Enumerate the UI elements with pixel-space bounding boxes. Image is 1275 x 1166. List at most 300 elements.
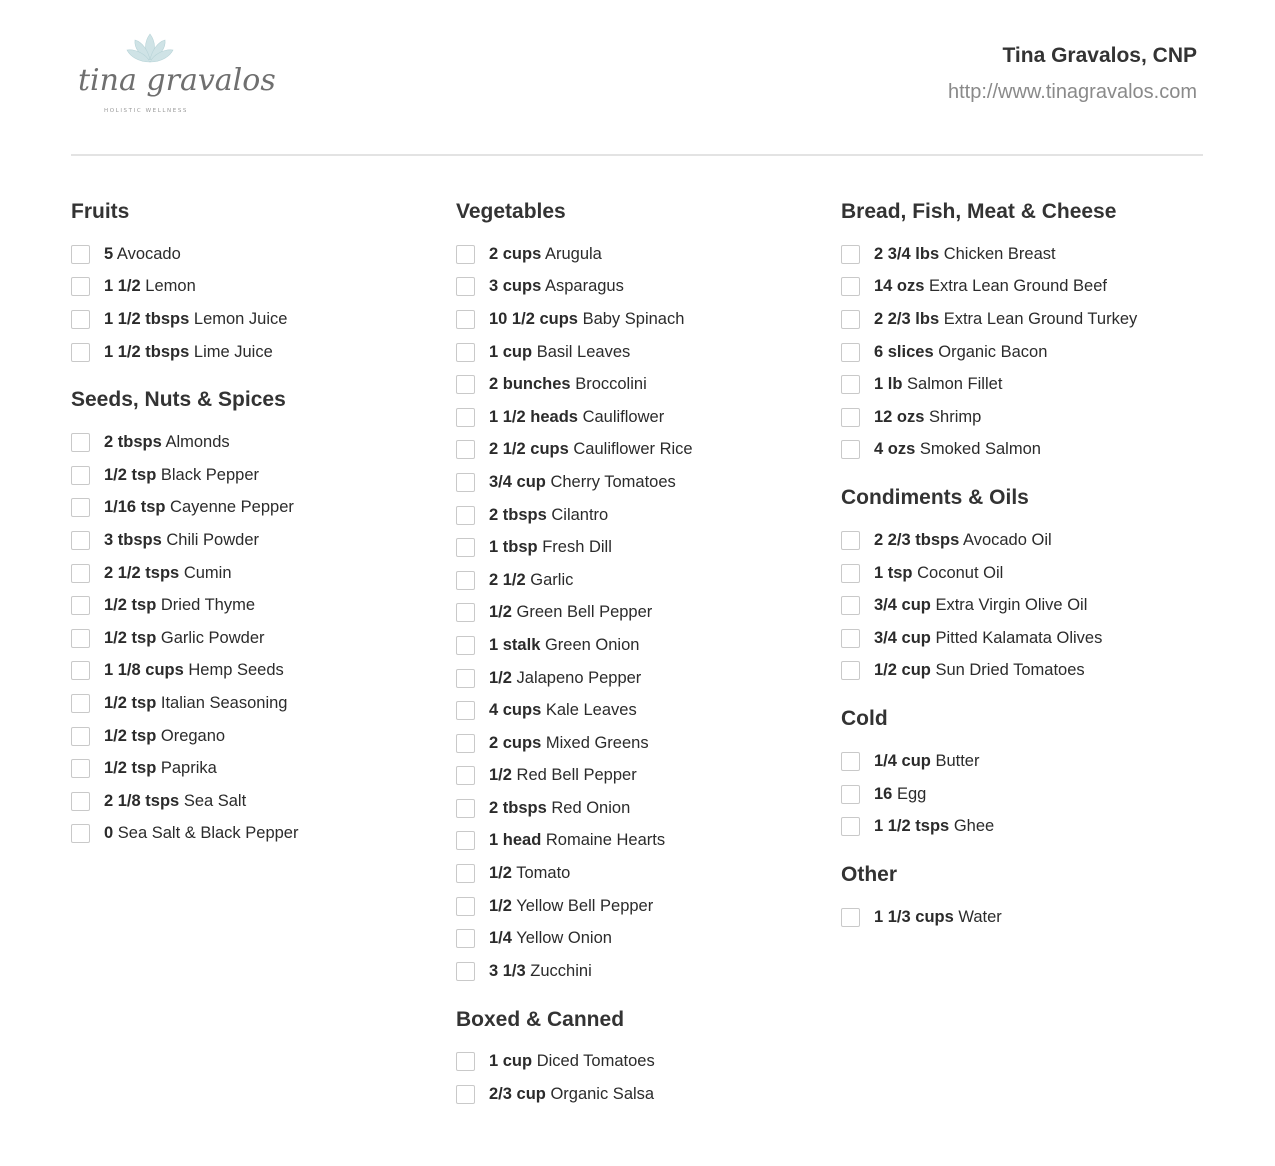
item-quantity: 1/4 cup — [874, 751, 931, 770]
item-label — [874, 375, 1002, 394]
list-item — [456, 336, 836, 369]
list-item — [71, 303, 451, 336]
item-quantity: 1 1/2 heads — [489, 407, 578, 426]
item-name: Garlic Powder — [160, 628, 265, 647]
item-label — [489, 603, 652, 622]
item-quantity: 1 lb — [874, 375, 903, 394]
item-name: Cilantro — [551, 505, 609, 524]
item-label — [489, 799, 630, 818]
item-quantity: 2 bunches — [489, 375, 571, 394]
item-checkbox[interactable] — [456, 571, 475, 590]
item-quantity: 1/16 tsp — [104, 498, 166, 517]
item-name: Lime Juice — [193, 342, 273, 361]
item-checkbox[interactable] — [841, 661, 860, 680]
item-quantity: 1 1/8 cups — [104, 661, 184, 680]
item-checkbox[interactable] — [71, 466, 90, 485]
section-title: Boxed & Canned — [456, 1007, 625, 1031]
item-checkbox[interactable] — [71, 824, 90, 843]
item-quantity: 4 ozs — [874, 440, 916, 459]
list-item — [71, 492, 451, 525]
item-checkbox[interactable] — [456, 310, 475, 329]
item-quantity: 3/4 cup — [874, 628, 931, 647]
list-item — [456, 499, 836, 532]
item-name: Coconut Oil — [917, 563, 1004, 582]
list-item — [71, 818, 451, 851]
list-item — [456, 629, 836, 662]
item-checkbox[interactable] — [456, 1052, 475, 1071]
list-item — [71, 524, 451, 557]
page-header — [0, 0, 1275, 155]
item-checkbox[interactable] — [71, 759, 90, 778]
item-name: Green Bell Pepper — [516, 603, 653, 622]
list-item — [71, 752, 451, 785]
item-label — [874, 564, 1003, 583]
item-name: Romaine Hearts — [545, 831, 666, 850]
item-label — [874, 310, 1137, 329]
item-quantity: 3 cups — [489, 277, 542, 296]
column-1 — [71, 199, 451, 869]
item-name: Sun Dried Tomatoes — [935, 661, 1085, 680]
item-checkbox[interactable] — [841, 440, 860, 459]
item-checkbox[interactable] — [456, 440, 475, 459]
item-checkbox[interactable] — [71, 727, 90, 746]
item-name: Garlic — [530, 570, 574, 589]
item-label — [489, 636, 639, 655]
item-label — [489, 310, 684, 329]
list-item — [841, 778, 1221, 811]
item-label — [104, 433, 230, 452]
item-quantity: 1/2 tsp — [104, 759, 157, 778]
item-label — [874, 408, 981, 427]
item-name: Sea Salt — [183, 791, 247, 810]
section-title: Condiments & Oils — [841, 486, 1029, 510]
list-item — [456, 662, 836, 695]
item-quantity: 4 cups — [489, 701, 542, 720]
list-item — [71, 238, 451, 271]
item-label — [104, 694, 287, 713]
item-checkbox[interactable] — [456, 897, 475, 916]
item-label — [874, 343, 1047, 362]
item-name: Egg — [896, 784, 927, 803]
list-section — [841, 199, 1221, 466]
item-checkbox[interactable] — [841, 908, 860, 927]
item-label — [874, 817, 994, 836]
item-label — [489, 473, 676, 492]
item-label — [874, 629, 1102, 648]
item-quantity: 2/3 cup — [489, 1085, 546, 1104]
item-checkbox[interactable] — [456, 669, 475, 688]
section-title: Vegetables — [456, 200, 566, 223]
item-checkbox[interactable] — [456, 538, 475, 557]
item-checkbox[interactable] — [456, 734, 475, 753]
list-item — [841, 655, 1221, 688]
section-title: Fruits — [71, 200, 130, 223]
item-label — [489, 831, 665, 850]
item-label — [874, 908, 1002, 927]
item-quantity: 0 — [104, 824, 114, 843]
item-label — [874, 752, 979, 771]
item-checkbox[interactable] — [456, 929, 475, 948]
item-label — [104, 343, 273, 362]
item-checkbox[interactable] — [841, 531, 860, 550]
item-label — [104, 792, 246, 811]
item-label — [489, 538, 612, 557]
list-item — [841, 524, 1221, 557]
list-item — [456, 434, 836, 467]
item-checkbox[interactable] — [71, 498, 90, 517]
item-label — [489, 962, 592, 981]
item-quantity: 2 cups — [489, 244, 542, 263]
item-name: Baby Spinach — [582, 309, 685, 328]
item-name: Zucchini — [530, 961, 592, 980]
item-checkbox[interactable] — [71, 596, 90, 615]
item-label — [104, 310, 287, 329]
item-label — [104, 661, 284, 680]
item-label — [104, 277, 196, 296]
item-checkbox[interactable] — [71, 245, 90, 264]
section-title: Cold — [841, 707, 888, 731]
item-checkbox[interactable] — [71, 792, 90, 811]
item-checkbox[interactable] — [456, 408, 475, 427]
item-checkbox[interactable] — [841, 785, 860, 804]
item-name: Red Onion — [551, 798, 631, 817]
item-quantity: 1 tsp — [874, 563, 913, 582]
list-item — [456, 564, 836, 597]
item-label — [104, 498, 294, 517]
item-name: Extra Virgin Olive Oil — [935, 596, 1088, 615]
item-name: Mixed Greens — [545, 733, 649, 752]
list-item — [71, 720, 451, 753]
item-label — [489, 734, 649, 753]
item-name: Yellow Onion — [516, 929, 612, 948]
item-quantity: 2 1/2 cups — [489, 440, 569, 459]
list-item — [456, 368, 836, 401]
item-checkbox[interactable] — [841, 629, 860, 648]
item-checkbox[interactable] — [71, 277, 90, 296]
item-checkbox[interactable] — [456, 277, 475, 296]
list-item — [71, 271, 451, 304]
item-quantity: 2 2/3 lbs — [874, 309, 940, 328]
item-name: Avocado — [116, 244, 181, 263]
item-label — [489, 864, 570, 883]
list-item — [841, 589, 1221, 622]
header-divider — [71, 154, 1203, 156]
list-item — [456, 597, 836, 630]
item-quantity: 1 head — [489, 831, 542, 850]
item-quantity: 2 cups — [489, 733, 542, 752]
list-section — [841, 706, 1221, 843]
list-item — [841, 303, 1221, 336]
svg-text:HOLISTIC WELLNESS: HOLISTIC WELLNESS — [104, 108, 189, 114]
item-label — [489, 701, 637, 720]
item-name: Salmon Fillet — [907, 375, 1003, 394]
item-name: Italian Seasoning — [160, 693, 288, 712]
item-checkbox[interactable] — [456, 864, 475, 883]
item-label — [489, 1085, 654, 1104]
item-name: Extra Lean Ground Turkey — [943, 309, 1138, 328]
author-name: Tina Gravalos, CNP — [1002, 44, 1197, 67]
item-checkbox[interactable] — [456, 962, 475, 981]
item-quantity: 1/2 — [489, 668, 512, 687]
item-label — [489, 929, 612, 948]
list-item — [71, 459, 451, 492]
list-section — [71, 387, 451, 850]
item-quantity: 5 — [104, 244, 114, 263]
item-name: Smoked Salmon — [919, 440, 1041, 459]
item-name: Pitted Kalamata Olives — [935, 628, 1103, 647]
item-label — [104, 564, 232, 583]
list-section — [456, 199, 836, 988]
item-checkbox[interactable] — [71, 661, 90, 680]
item-name: Paprika — [160, 759, 217, 778]
item-checkbox[interactable] — [71, 629, 90, 648]
item-name: Jalapeno Pepper — [516, 668, 642, 687]
list-item — [456, 890, 836, 923]
item-name: Organic Salsa — [550, 1085, 655, 1104]
item-quantity: 2 tbsps — [489, 505, 547, 524]
item-label — [489, 506, 608, 525]
item-checkbox[interactable] — [456, 636, 475, 655]
list-item — [456, 303, 836, 336]
item-checkbox[interactable] — [841, 817, 860, 836]
list-item — [456, 466, 836, 499]
item-checkbox[interactable] — [71, 433, 90, 452]
item-name: Chicken Breast — [943, 244, 1056, 263]
item-label — [489, 408, 664, 427]
item-quantity: 2 1/2 — [489, 570, 526, 589]
item-checkbox[interactable] — [841, 596, 860, 615]
item-name: Oregano — [160, 726, 226, 745]
item-name: Cumin — [183, 563, 232, 582]
lotus-icon — [76, 28, 276, 116]
list-item — [71, 336, 451, 369]
list-item — [841, 271, 1221, 304]
list-item — [841, 557, 1221, 590]
item-name: Chili Powder — [166, 530, 259, 549]
item-checkbox[interactable] — [71, 694, 90, 713]
list-item — [456, 760, 836, 793]
list-item — [456, 401, 836, 434]
item-name: Green Onion — [544, 635, 640, 654]
item-name: Cayenne Pepper — [170, 498, 294, 517]
item-quantity: 6 slices — [874, 342, 934, 361]
item-quantity: 1/2 tsp — [104, 596, 157, 615]
item-label — [874, 661, 1085, 680]
list-item — [456, 792, 836, 825]
item-name: Tomato — [516, 864, 571, 883]
item-name: Hemp Seeds — [188, 661, 284, 680]
item-label — [489, 375, 647, 394]
item-name: Butter — [935, 751, 980, 770]
item-label — [104, 727, 225, 746]
item-quantity: 1 1/2 tbsps — [104, 342, 190, 361]
item-label — [104, 759, 217, 778]
list-item — [456, 1046, 836, 1079]
list-item — [71, 557, 451, 590]
item-label — [104, 824, 298, 843]
item-name: Diced Tomatoes — [536, 1052, 655, 1071]
item-checkbox[interactable] — [456, 799, 475, 818]
item-checkbox[interactable] — [841, 752, 860, 771]
list-item — [841, 368, 1221, 401]
item-label — [489, 571, 573, 590]
list-section — [71, 199, 451, 368]
brand-logo — [76, 28, 276, 116]
item-checkbox[interactable] — [456, 701, 475, 720]
item-name: Black Pepper — [160, 465, 260, 484]
item-quantity: 1 tbsp — [489, 538, 538, 557]
item-quantity: 1 1/2 tsps — [874, 817, 950, 836]
item-quantity: 2 1/2 tsps — [104, 563, 180, 582]
item-quantity: 1/2 — [489, 603, 512, 622]
list-item — [456, 238, 836, 271]
item-quantity: 2 1/8 tsps — [104, 791, 180, 810]
item-checkbox[interactable] — [456, 375, 475, 394]
item-quantity: 2 3/4 lbs — [874, 244, 940, 263]
item-label — [489, 440, 693, 459]
item-name: Sea Salt & Black Pepper — [117, 824, 299, 843]
item-label — [489, 245, 602, 264]
item-name: Cauliflower — [582, 407, 665, 426]
item-quantity: 1 stalk — [489, 635, 541, 654]
list-item — [71, 785, 451, 818]
item-checkbox[interactable] — [71, 310, 90, 329]
section-title: Bread, Fish, Meat & Cheese — [841, 200, 1117, 223]
item-name: Cherry Tomatoes — [550, 472, 676, 491]
item-quantity: 1/2 tsp — [104, 693, 157, 712]
list-item — [841, 434, 1221, 467]
item-quantity: 1 1/2 — [104, 277, 141, 296]
section-title: Seeds, Nuts & Spices — [71, 388, 286, 412]
item-quantity: 1/2 tsp — [104, 726, 157, 745]
website-link[interactable]: http://www.tinagravalos.com — [948, 81, 1197, 103]
list-item — [841, 810, 1221, 843]
item-checkbox[interactable] — [456, 831, 475, 850]
item-name: Red Bell Pepper — [516, 766, 637, 785]
item-checkbox[interactable] — [841, 375, 860, 394]
list-item — [456, 825, 836, 858]
item-name: Shrimp — [929, 407, 982, 426]
item-label — [104, 245, 181, 264]
item-checkbox[interactable] — [456, 343, 475, 362]
svg-text:tina gravalos: tina gravalos — [78, 63, 276, 98]
item-checkbox[interactable] — [841, 564, 860, 583]
list-section — [841, 485, 1221, 687]
item-checkbox[interactable] — [456, 603, 475, 622]
item-checkbox[interactable] — [456, 245, 475, 264]
list-item — [841, 401, 1221, 434]
list-item — [456, 271, 836, 304]
item-quantity: 3 tbsps — [104, 530, 162, 549]
list-item — [71, 589, 451, 622]
item-checkbox[interactable] — [71, 343, 90, 362]
item-label — [104, 531, 259, 550]
list-item — [456, 1078, 836, 1111]
item-quantity: 1 cup — [489, 342, 533, 361]
item-quantity: 3/4 cup — [874, 596, 931, 615]
item-name: Fresh Dill — [542, 538, 612, 557]
item-name: Organic Bacon — [938, 342, 1048, 361]
item-checkbox[interactable] — [456, 506, 475, 525]
item-quantity: 2 2/3 tbsps — [874, 530, 960, 549]
item-name: Dried Thyme — [160, 596, 256, 615]
item-checkbox[interactable] — [841, 245, 860, 264]
item-name: Yellow Bell Pepper — [516, 896, 654, 915]
item-checkbox[interactable] — [456, 473, 475, 492]
item-label — [489, 669, 641, 688]
item-quantity: 1/2 — [489, 896, 512, 915]
item-name: Ghee — [953, 817, 995, 836]
item-quantity: 1/2 — [489, 766, 512, 785]
list-item — [841, 336, 1221, 369]
list-item — [456, 955, 836, 988]
item-checkbox[interactable] — [456, 766, 475, 785]
item-label — [874, 531, 1052, 550]
item-quantity: 3/4 cup — [489, 472, 546, 491]
list-item — [456, 531, 836, 564]
item-label — [489, 343, 630, 362]
item-name: Water — [958, 907, 1002, 926]
item-quantity: 10 1/2 cups — [489, 309, 578, 328]
item-label — [874, 785, 926, 804]
item-label — [874, 277, 1107, 296]
list-section — [841, 862, 1221, 934]
item-name: Basil Leaves — [536, 342, 631, 361]
item-quantity: 3 1/3 — [489, 961, 526, 980]
list-item — [71, 622, 451, 655]
item-label — [489, 766, 637, 785]
column-3 — [841, 199, 1221, 953]
item-checkbox[interactable] — [841, 310, 860, 329]
list-item — [841, 238, 1221, 271]
item-quantity: 1/2 cup — [874, 661, 931, 680]
item-name: Cauliflower Rice — [573, 440, 693, 459]
list-item — [841, 622, 1221, 655]
item-label — [489, 277, 624, 296]
list-item — [456, 857, 836, 890]
item-name: Arugula — [544, 244, 602, 263]
column-2 — [456, 199, 836, 1130]
item-name: Lemon Juice — [193, 309, 288, 328]
item-quantity: 1/2 tsp — [104, 465, 157, 484]
item-quantity: 1 1/2 tbsps — [104, 309, 190, 328]
item-quantity: 1 cup — [489, 1052, 533, 1071]
item-quantity: 16 — [874, 784, 893, 803]
list-item — [71, 426, 451, 459]
item-checkbox[interactable] — [71, 531, 90, 550]
item-label — [104, 596, 255, 615]
section-title: Other — [841, 862, 898, 886]
item-quantity: 1/2 — [489, 864, 512, 883]
item-label — [104, 629, 265, 648]
item-name: Almonds — [165, 433, 230, 452]
item-name: Avocado Oil — [962, 530, 1052, 549]
item-quantity: 12 ozs — [874, 407, 925, 426]
list-item — [841, 901, 1221, 934]
item-checkbox[interactable] — [841, 408, 860, 427]
item-checkbox[interactable] — [841, 277, 860, 296]
list-item — [456, 694, 836, 727]
item-quantity: 2 tbsps — [489, 798, 547, 817]
item-checkbox[interactable] — [71, 564, 90, 583]
item-name: Lemon — [145, 277, 196, 296]
item-checkbox[interactable] — [841, 343, 860, 362]
item-label — [874, 440, 1041, 459]
item-label — [874, 596, 1087, 615]
item-checkbox[interactable] — [456, 1085, 475, 1104]
list-item — [841, 745, 1221, 778]
item-label — [489, 897, 653, 916]
